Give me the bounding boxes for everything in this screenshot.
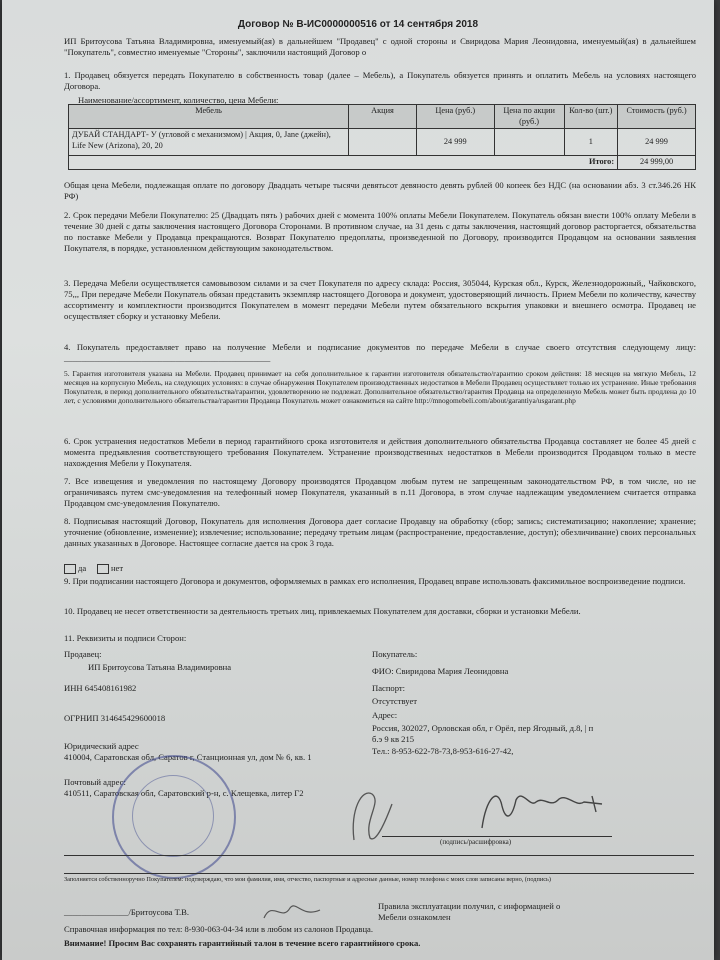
seller-stamp	[112, 755, 236, 879]
goods-table	[68, 104, 696, 170]
clause-8: 8. Подписывая настоящий Договор, Покупатель для исполнения Договора дает согласие Продавцу на обработку (сбор; запись; систематизацию; накопление; хранение; уточнение (обновление, изменение); извлечение; использование; передачу третьим лицам (распространение, предоставление, доступ); обезличивание) своих персональных данных указанных в Договоре. Настоящее согласие дается на срок 3 года.	[64, 516, 696, 548]
clause-4: 4. Покупатель предоставляет право на получение Мебели и подписание документов по передаче Мебели в случае своего отсутствия следующему лицу: ________________________________________________	[64, 342, 696, 363]
footer-seller-sign: _______________/Бритоусова Т.В.	[64, 907, 190, 917]
cell-cost: 24 999	[618, 129, 696, 156]
consent-checkboxes	[64, 563, 696, 574]
col-header-promo: Акция	[349, 105, 417, 129]
footer-rules: Правила эксплуатации получил, с информацией о Мебели ознакомлен	[378, 901, 561, 922]
clause-9: 9. При подписании настоящего Договора и документов, оформляемых в рамках его исполнения, Продавец вправе использовать факсимильное воспроизведение подписи.	[64, 576, 686, 586]
seller-label: Продавец:	[64, 649, 102, 659]
clause-5: 5. Гарантия изготовителя указана на Мебели. Продавец принимает на себя дополнительное к гарантии изготовителя обязательство/гарантию сроком действия: 18 месяцев на мягкую Мебель, 12 месяцев на корпусную Мебель, на следующих условиях: в случае обнаружения Покупателем производственных недостатков в Мебели Продавец осуществляет только их устранение. Иные требования Покупателя, в период дополнительного обязательства/гарантии, удовлетворению не подлежат. Дополнительное обязательство/гарантия Продавца на определенную Мебель может быть продлена до 10 лет, с условиями дополнительного обязательства/гарантии Продавца Покупатель может ознакомиться на сайте http://mnogomebeli.com/about/garantiya/usgarant.php	[64, 369, 696, 406]
buyer-signature	[472, 778, 622, 838]
col-header-price: Цена (руб.)	[416, 105, 494, 129]
clause-1: 1. Продавец обязуется передать Покупателю в собственность товар (далее – Мебель), а Покупатель обязуется принять и оплатить Мебель на условиях настоящего Договора.	[64, 70, 696, 91]
footer-warning: Внимание! Просим Вас сохранять гарантийный талон в течение всего гарантийного срока.	[64, 938, 421, 948]
contract-page	[2, 0, 714, 960]
cell-furniture: ДУБАЙ СТАНДАРТ- У (угловой с механизмом) | Акция, 0, Jane (джейн), Life New (Arizona), 20, 20	[69, 129, 349, 156]
cell-promo	[349, 129, 417, 156]
buyer-sign-line	[382, 836, 612, 837]
col-header-furniture: Мебель	[69, 105, 349, 129]
buyer-label: Покупатель:	[372, 649, 418, 659]
total-text: Общая цена Мебели, подлежащая оплате по договору Двадцать четыре тысячи девятьсот девяносто девять рублей 00 копеек без НДС (на основании абз. 3 ст.346.26 НК РФ)	[64, 180, 696, 201]
buyer-passport-value: Отсутствует	[372, 696, 418, 706]
buyer-fio: ФИО: Свиридова Мария Леонидовна	[372, 666, 509, 676]
cell-price: 24 999	[416, 129, 494, 156]
consent-yes-checkbox[interactable]	[64, 564, 76, 574]
consent-no-label: нет	[110, 563, 124, 573]
contract-intro: ИП Бритоусова Татьяна Владимировна, именуемый(ая) в дальнейшем "Продавец" с одной стороны и Свиридова Мария Леонидовна, именуемый(ая) в дальнейшем "Покупатель", совместно именуемые "Стороны", заключили настоящий Договор о	[64, 36, 696, 57]
clause-2: 2. Срок передачи Мебели Покупателю: 25 (Двадцать пять ) рабочих дней с момента 100% оплаты Мебели Покупателем. Покупатель обязан внести 100% оплату Мебели в течение 30 дней с даты заключения настоящего Договора Сторонами. В противном случае, на 31 день с даты заключения, настоящий договор расторгается, обязательства по поставке Мебели у Продавца прекращаются. Возврат Покупателю предоплаты, произведенной по Договору, производится Продавцом на основании заявления Покупателя, в порядке, установленном действующим законодательством.	[64, 210, 696, 253]
footer-line-2	[64, 873, 694, 874]
clause-11: 11. Реквизиты и подписи Сторон:	[64, 633, 187, 643]
table-row	[69, 129, 696, 156]
clause-3: 3. Передача Мебели осуществляется самовывозом силами и за счет Покупателя по адресу склада: Россия, 305044, Курская обл., Курск, Железнодорожный,, Чайковского, 75,,, При передаче Мебели Покупатель обязан представить экземпляр настоящего Договора и документ, удостоверяющий личность. Прием Мебели по количеству, качеству ассортименту и комплектности производится Покупателем в момент передачи Мебели путем обязательного вскрытия упаковки и внешнего осмотра. Продавец не осуществляет сборку и установку Мебели.	[64, 278, 696, 321]
col-header-promo-price: Цена по акции (руб.)	[494, 105, 564, 129]
total-value: 24 999,00	[618, 156, 696, 170]
cell-qty: 1	[564, 129, 618, 156]
seller-post-label: Почтовый адрес:	[64, 777, 126, 787]
seller-post-address: 410511, Саратовская обл, Саратовский р-н, с. Клещевка, литер Г2	[64, 788, 304, 798]
seller-ogrnip: ОГРНИП 314645429600018	[64, 713, 166, 723]
table-caption: Наименование/ассортимент, количество, цена Мебели:	[78, 95, 279, 105]
cell-promo-price	[494, 129, 564, 156]
consent-no-checkbox[interactable]	[97, 564, 109, 574]
buyer-sign-caption: (подпись/расшифровка)	[440, 838, 512, 846]
clause-6: 6. Срок устранения недостатков Мебели в период гарантийного срока изготовителя и действия дополнительного обязательства Продавца составляет не более 45 дней с момента предъявления соответствующего требования Покупателем. Устранение производственных недостатков в Мебели производится Продавцом только в месте нахождения Мебели у Покупателя.	[64, 436, 696, 468]
contract-title: Договор № В-ИС0000000516 от 14 сентября 2018	[237, 19, 479, 30]
seller-legal-label: Юридический адрес	[64, 741, 139, 751]
col-header-cost: Стоимость (руб.)	[618, 105, 696, 129]
buyer-passport-label: Паспорт:	[372, 683, 406, 693]
seller-legal-address: 410004, Саратовская обл, Саратов г, Станционная ул, дом № 6, кв. 1	[64, 752, 312, 762]
footer-seller-signature	[258, 896, 328, 926]
footer-line-1	[64, 855, 694, 856]
buyer-address-2: б.э 9 кв 215	[372, 734, 415, 744]
clause-7: 7. Все извещения и уведомления по настоящему Договору производятся Продавцом любым путем не запрещенным законодательством РФ, в том числе, но не ограничиваясь путем смс-уведомления на телефонный номер Покупателя, указанный в п.11 Договора, в этом случае надлежащим уведомлением считается отправка Продавцом смс-уведомления Покупателю.	[64, 476, 696, 508]
seller-inn: ИНН 645408161982	[64, 683, 137, 693]
buyer-address: Россия, 302027, Орловская обл, г Орёл, пер Ягодный, д.8, | п	[372, 723, 594, 733]
footer-info: Справочная информация по тел: 8-930-063-04-34 или в любом из салонов Продавца.	[64, 924, 374, 934]
consent-yes-label: да	[78, 563, 87, 573]
total-label: Итого:	[69, 156, 618, 170]
seller-name: ИП Бритоусова Татьяна Владимировна	[88, 662, 232, 672]
clause-10: 10. Продавец не несет ответственности за деятельность третьих лиц, привлекаемых Покупателем для доставки, сборки и установки Мебели.	[64, 606, 581, 616]
buyer-address-label: Адрес:	[372, 710, 398, 720]
buyer-phone: Тел.: 8-953-622-78-73,8-953-616-27-42,	[372, 746, 514, 756]
seller-signature	[342, 780, 402, 850]
col-header-qty: Кол-во (шт.)	[564, 105, 618, 129]
footer-note: Заполняется собственноручно Покупателем: подтверждаю, что мои фамилия, имя, отчество, паспортные и адресные данные, номер телефона с моих слов записаны верно, (подпись)	[64, 876, 552, 883]
